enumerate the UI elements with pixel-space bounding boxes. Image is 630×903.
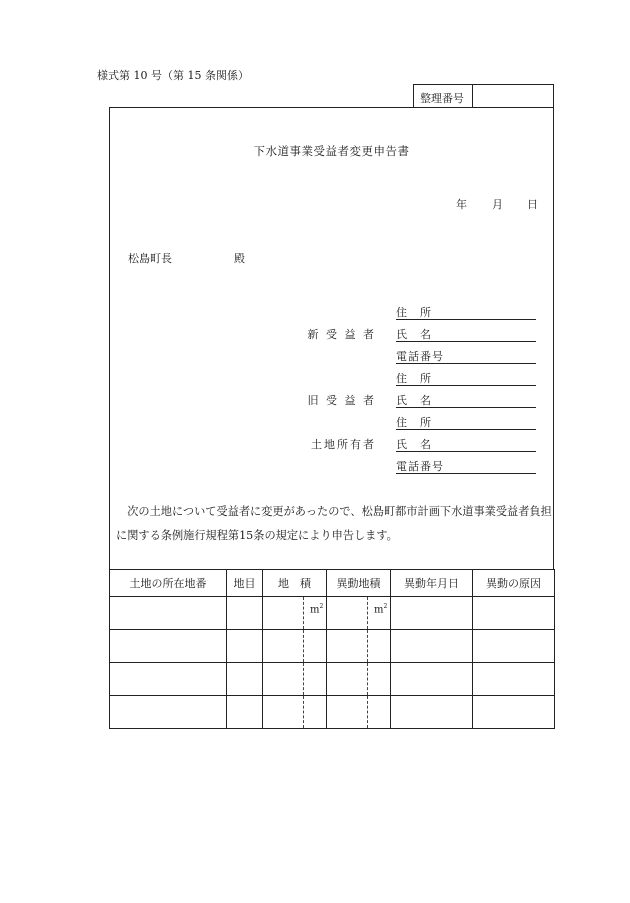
col-header-area: 地 積 bbox=[263, 570, 327, 597]
cell-changed-area[interactable] bbox=[327, 663, 391, 696]
phone-label: 電話番号 bbox=[396, 350, 444, 363]
cell-change-date[interactable] bbox=[391, 696, 473, 729]
unit-base: m bbox=[310, 604, 320, 616]
date-year-label: 年 bbox=[456, 198, 467, 211]
unit-divider bbox=[367, 597, 368, 629]
form-body bbox=[109, 107, 554, 569]
cell-change-reason[interactable] bbox=[473, 597, 555, 630]
new-beneficiary-name-field[interactable] bbox=[396, 326, 536, 342]
address-label: 住 所 bbox=[396, 372, 432, 385]
address-label: 住 所 bbox=[396, 306, 432, 319]
cell-location[interactable] bbox=[110, 630, 227, 663]
owner-phone-field[interactable] bbox=[396, 458, 536, 474]
old-beneficiary-address-field[interactable] bbox=[396, 370, 536, 386]
name-label: 氏 名 bbox=[396, 394, 432, 407]
cell-location[interactable] bbox=[110, 696, 227, 729]
unit-superscript: 2 bbox=[383, 603, 388, 610]
unit-divider bbox=[367, 630, 368, 662]
cell-land-category[interactable] bbox=[227, 597, 263, 630]
unit-divider bbox=[367, 663, 368, 695]
cell-change-date[interactable] bbox=[391, 597, 473, 630]
phone-label: 電話番号 bbox=[396, 460, 444, 473]
owner-name-field[interactable] bbox=[396, 436, 536, 452]
square-meter-unit bbox=[310, 603, 323, 615]
name-label: 氏 名 bbox=[396, 438, 432, 451]
cell-land-category[interactable] bbox=[227, 696, 263, 729]
new-beneficiary-address-field[interactable] bbox=[396, 304, 536, 320]
col-header-land-category: 地目 bbox=[227, 570, 263, 597]
cell-land-category[interactable] bbox=[227, 663, 263, 696]
cell-change-date[interactable] bbox=[391, 630, 473, 663]
cell-area[interactable] bbox=[263, 696, 327, 729]
cell-location[interactable] bbox=[110, 663, 227, 696]
table-row bbox=[110, 696, 555, 729]
cell-change-reason[interactable] bbox=[473, 630, 555, 663]
address-label: 住 所 bbox=[396, 416, 432, 429]
table-header-row bbox=[110, 570, 555, 597]
cell-location[interactable] bbox=[110, 597, 227, 630]
old-beneficiary-label: 旧 受 益 者 bbox=[307, 394, 376, 407]
name-label: 氏 名 bbox=[396, 328, 432, 341]
form-reference: 様式第 10 号（第 15 条関係） bbox=[97, 69, 249, 82]
new-beneficiary-phone-field[interactable] bbox=[396, 348, 536, 364]
honorific: 殿 bbox=[234, 252, 245, 265]
table-row bbox=[110, 663, 555, 696]
unit-divider bbox=[303, 696, 304, 728]
reference-number-label: 整理番号 bbox=[420, 92, 464, 105]
reference-number-divider bbox=[472, 85, 473, 108]
date-day-label: 日 bbox=[527, 198, 538, 211]
addressee: 松島町長 bbox=[128, 252, 172, 265]
declaration-text: 次の土地について受益者に変更があったので、松島町都市計画下水道事業受益者負担に関する条例施行規程第15条の規定により申告します。 bbox=[116, 505, 552, 542]
land-table bbox=[109, 569, 554, 729]
new-beneficiary-label: 新 受 益 者 bbox=[307, 328, 376, 341]
col-header-changed-area: 異動地積 bbox=[327, 570, 391, 597]
reference-number-box bbox=[413, 84, 554, 108]
document-title: 下水道事業受益者変更申告書 bbox=[253, 144, 410, 158]
table-row bbox=[110, 630, 555, 663]
unit-divider bbox=[303, 663, 304, 695]
unit-divider bbox=[303, 630, 304, 662]
cell-changed-area[interactable] bbox=[327, 630, 391, 663]
unit-divider bbox=[367, 696, 368, 728]
cell-changed-area[interactable] bbox=[327, 597, 391, 630]
cell-change-reason[interactable] bbox=[473, 663, 555, 696]
land-owner-label: 土地所有者 bbox=[311, 438, 376, 451]
cell-area[interactable] bbox=[263, 597, 327, 630]
old-beneficiary-name-field[interactable] bbox=[396, 392, 536, 408]
table-row bbox=[110, 597, 555, 630]
cell-area[interactable] bbox=[263, 630, 327, 663]
col-header-change-date: 異動年月日 bbox=[391, 570, 473, 597]
cell-area[interactable] bbox=[263, 663, 327, 696]
col-header-location: 土地の所在地番 bbox=[110, 570, 227, 597]
unit-divider bbox=[303, 597, 304, 629]
cell-change-date[interactable] bbox=[391, 663, 473, 696]
cell-changed-area[interactable] bbox=[327, 696, 391, 729]
col-header-change-reason: 異動の原因 bbox=[473, 570, 555, 597]
date-month-label: 月 bbox=[492, 198, 503, 211]
cell-land-category[interactable] bbox=[227, 630, 263, 663]
square-meter-unit bbox=[374, 603, 387, 615]
unit-superscript: 2 bbox=[319, 603, 324, 610]
unit-base: m bbox=[374, 604, 384, 616]
cell-change-reason[interactable] bbox=[473, 696, 555, 729]
owner-address-field[interactable] bbox=[396, 414, 536, 430]
